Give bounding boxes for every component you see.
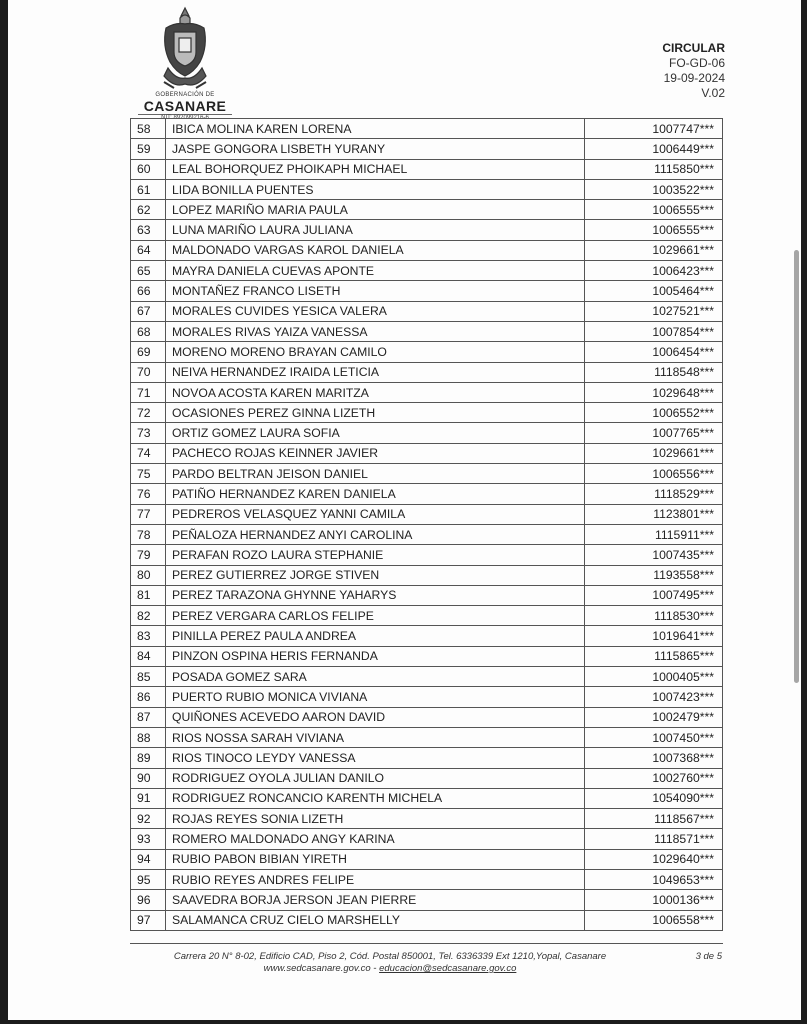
- student-list-table: [130, 118, 723, 931]
- student-name: SALAMANCA CRUZ CIELO MARSHELLY: [166, 910, 585, 930]
- student-id: 1007368***: [585, 748, 723, 768]
- table-row: [131, 139, 723, 159]
- student-id: 1049653***: [585, 869, 723, 889]
- table-row: [131, 119, 723, 139]
- student-name: PACHECO ROJAS KEINNER JAVIER: [166, 443, 585, 463]
- student-id: 1006552***: [585, 403, 723, 423]
- student-id: 1118529***: [585, 484, 723, 504]
- student-id: 1000136***: [585, 890, 723, 910]
- student-name: POSADA GOMEZ SARA: [166, 667, 585, 687]
- row-number: 86: [131, 687, 166, 707]
- footer-web-line: [130, 963, 650, 975]
- row-number: 90: [131, 768, 166, 788]
- table-row: [131, 869, 723, 889]
- student-id: 1115911***: [585, 524, 723, 544]
- student-name: ROMERO MALDONADO ANGY KARINA: [166, 829, 585, 849]
- student-name: PEREZ VERGARA CARLOS FELIPE: [166, 606, 585, 626]
- table-row: [131, 200, 723, 220]
- table-row: [131, 890, 723, 910]
- student-name: JASPE GONGORA LISBETH YURANY: [166, 139, 585, 159]
- student-name: LEAL BOHORQUEZ PHOIKAPH MICHAEL: [166, 159, 585, 179]
- student-name: RIOS TINOCO LEYDY VANESSA: [166, 748, 585, 768]
- student-id: 1007435***: [585, 545, 723, 565]
- row-number: 70: [131, 362, 166, 382]
- student-name: RODRIGUEZ OYOLA JULIAN DANILO: [166, 768, 585, 788]
- row-number: 88: [131, 727, 166, 747]
- footer-email-link[interactable]: educacion@sedcasanare.gov.co: [379, 963, 517, 974]
- row-number: 82: [131, 606, 166, 626]
- row-number: 92: [131, 809, 166, 829]
- row-number: 80: [131, 565, 166, 585]
- student-name: MONTAÑEZ FRANCO LISETH: [166, 281, 585, 301]
- row-number: 73: [131, 423, 166, 443]
- student-name: PARDO BELTRAN JEISON DANIEL: [166, 464, 585, 484]
- table-row: [131, 768, 723, 788]
- doc-date: 19-09-2024: [663, 71, 725, 85]
- table-row: [131, 585, 723, 605]
- student-id: 1006558***: [585, 910, 723, 930]
- table-row: [131, 910, 723, 930]
- vertical-scrollbar[interactable]: [794, 250, 799, 683]
- table-row: [131, 748, 723, 768]
- logo-line-2: CASANARE: [143, 98, 227, 114]
- student-id: 1029640***: [585, 849, 723, 869]
- student-name: PEREZ GUTIERREZ JORGE STIVEN: [166, 565, 585, 585]
- row-number: 85: [131, 667, 166, 687]
- table-row: [131, 484, 723, 504]
- table-row: [131, 565, 723, 585]
- table-row: [131, 707, 723, 727]
- student-name: PUERTO RUBIO MONICA VIVIANA: [166, 687, 585, 707]
- row-number: 64: [131, 240, 166, 260]
- table-row: [131, 403, 723, 423]
- page-number: 3 de 5: [695, 951, 722, 962]
- footer-website[interactable]: www.sedcasanare.gov.co -: [263, 963, 377, 974]
- student-id: 1115865***: [585, 646, 723, 666]
- student-name: NOVOA ACOSTA KAREN MARITZA: [166, 382, 585, 402]
- table-row: [131, 321, 723, 341]
- student-id: 1027521***: [585, 301, 723, 321]
- student-id: 1002760***: [585, 768, 723, 788]
- table-row: [131, 261, 723, 281]
- row-number: 69: [131, 342, 166, 362]
- table-row: [131, 545, 723, 565]
- student-id: 1054090***: [585, 788, 723, 808]
- table-row: [131, 281, 723, 301]
- row-number: 68: [131, 321, 166, 341]
- row-number: 89: [131, 748, 166, 768]
- casanare-logo: [138, 6, 232, 121]
- row-number: 65: [131, 261, 166, 281]
- table-row: [131, 504, 723, 524]
- table-row: [131, 606, 723, 626]
- table-row: [131, 301, 723, 321]
- row-number: 83: [131, 626, 166, 646]
- table-row: [131, 809, 723, 829]
- row-number: 76: [131, 484, 166, 504]
- student-name: LOPEZ MARIÑO MARIA PAULA: [166, 200, 585, 220]
- student-id: 1006555***: [585, 200, 723, 220]
- table-row: [131, 829, 723, 849]
- student-id: 1115850***: [585, 159, 723, 179]
- student-name: MALDONADO VARGAS KAROL DANIELA: [166, 240, 585, 260]
- row-number: 74: [131, 443, 166, 463]
- student-id: 1118571***: [585, 829, 723, 849]
- student-id: 1118548***: [585, 362, 723, 382]
- student-name: MORENO MORENO BRAYAN CAMILO: [166, 342, 585, 362]
- row-number: 84: [131, 646, 166, 666]
- student-id: 1005464***: [585, 281, 723, 301]
- student-name: PEDREROS VELASQUEZ YANNI CAMILA: [166, 504, 585, 524]
- student-id: 1006449***: [585, 139, 723, 159]
- student-name: IBICA MOLINA KAREN LORENA: [166, 119, 585, 139]
- row-number: 58: [131, 119, 166, 139]
- table-row: [131, 179, 723, 199]
- student-id: 1007765***: [585, 423, 723, 443]
- table-row: [131, 646, 723, 666]
- student-name: LIDA BONILLA PUENTES: [166, 179, 585, 199]
- student-name: RIOS NOSSA SARAH VIVIANA: [166, 727, 585, 747]
- student-name: PEÑALOZA HERNANDEZ ANYI CAROLINA: [166, 524, 585, 544]
- table-row: [131, 524, 723, 544]
- student-name: SAAVEDRA BORJA JERSON JEAN PIERRE: [166, 890, 585, 910]
- student-name: RUBIO PABON BIBIAN YIRETH: [166, 849, 585, 869]
- row-number: 77: [131, 504, 166, 524]
- table-row: [131, 626, 723, 646]
- student-id: 1019641***: [585, 626, 723, 646]
- row-number: 95: [131, 869, 166, 889]
- table-row: [131, 240, 723, 260]
- table-row: [131, 667, 723, 687]
- table-row: [131, 159, 723, 179]
- table-row: [131, 464, 723, 484]
- student-id: 1000405***: [585, 667, 723, 687]
- table-row: [131, 423, 723, 443]
- student-id: 1007854***: [585, 321, 723, 341]
- coat-of-arms-icon: [158, 6, 212, 90]
- student-id: 1006423***: [585, 261, 723, 281]
- student-name: PEREZ TARAZONA GHYNNE YAHARYS: [166, 585, 585, 605]
- row-number: 78: [131, 524, 166, 544]
- student-id: 1118530***: [585, 606, 723, 626]
- student-name: OCASIONES PEREZ GINNA LIZETH: [166, 403, 585, 423]
- student-id: 1123801***: [585, 504, 723, 524]
- student-id: 1006556***: [585, 464, 723, 484]
- row-number: 72: [131, 403, 166, 423]
- doc-type: CIRCULAR: [662, 41, 725, 55]
- row-number: 71: [131, 382, 166, 402]
- student-name: MAYRA DANIELA CUEVAS APONTE: [166, 261, 585, 281]
- student-id: 1029648***: [585, 382, 723, 402]
- table-row: [131, 382, 723, 402]
- student-name: MORALES CUVIDES YESICA VALERA: [166, 301, 585, 321]
- student-name: PERAFAN ROZO LAURA STEPHANIE: [166, 545, 585, 565]
- table-row: [131, 342, 723, 362]
- row-number: 79: [131, 545, 166, 565]
- table-row: [131, 849, 723, 869]
- table-row: [131, 687, 723, 707]
- row-number: 60: [131, 159, 166, 179]
- row-number: 63: [131, 220, 166, 240]
- row-number: 91: [131, 788, 166, 808]
- doc-code: FO-GD-06: [668, 56, 725, 70]
- footer-divider: [130, 943, 723, 944]
- table-row: [131, 727, 723, 747]
- row-number: 93: [131, 829, 166, 849]
- doc-version: V.02: [701, 86, 725, 100]
- student-id: 1007747***: [585, 119, 723, 139]
- student-name: LUNA MARIÑO LAURA JULIANA: [166, 220, 585, 240]
- student-id: 1029661***: [585, 240, 723, 260]
- document-info: [662, 41, 725, 101]
- row-number: 97: [131, 910, 166, 930]
- row-number: 61: [131, 179, 166, 199]
- footer-address: Carrera 20 N° 8-02, Edificio CAD, Piso 2, Cód. Postal 850001, Tel. 6336339 Ext 1210,Yopal, Casanare: [173, 951, 607, 962]
- student-name: NEIVA HERNANDEZ IRAIDA LETICIA: [166, 362, 585, 382]
- student-name: PATIÑO HERNANDEZ KAREN DANIELA: [166, 484, 585, 504]
- student-id: 1193558***: [585, 565, 723, 585]
- student-name: RODRIGUEZ RONCANCIO KARENTH MICHELA: [166, 788, 585, 808]
- row-number: 67: [131, 301, 166, 321]
- student-name: PINZON OSPINA HERIS FERNANDA: [166, 646, 585, 666]
- student-id: 1007423***: [585, 687, 723, 707]
- student-id: 1003522***: [585, 179, 723, 199]
- student-name: PINILLA PEREZ PAULA ANDREA: [166, 626, 585, 646]
- student-id: 1007495***: [585, 585, 723, 605]
- table-row: [131, 443, 723, 463]
- row-number: 96: [131, 890, 166, 910]
- student-name: ROJAS REYES SONIA LIZETH: [166, 809, 585, 829]
- student-id: 1007450***: [585, 727, 723, 747]
- student-id: 1029661***: [585, 443, 723, 463]
- student-id: 1006555***: [585, 220, 723, 240]
- student-id: 1002479***: [585, 707, 723, 727]
- footer-address-block: [130, 951, 650, 975]
- student-id: 1006454***: [585, 342, 723, 362]
- row-number: 59: [131, 139, 166, 159]
- row-number: 94: [131, 849, 166, 869]
- logo-line-1: GOBERNACIÓN DE: [155, 92, 215, 98]
- row-number: 81: [131, 585, 166, 605]
- table-row: [131, 362, 723, 382]
- logo-nit: NIT: 892099216-6: [138, 114, 232, 121]
- row-number: 62: [131, 200, 166, 220]
- student-name: RUBIO REYES ANDRES FELIPE: [166, 869, 585, 889]
- row-number: 66: [131, 281, 166, 301]
- table-row: [131, 788, 723, 808]
- row-number: 75: [131, 464, 166, 484]
- row-number: 87: [131, 707, 166, 727]
- student-id: 1118567***: [585, 809, 723, 829]
- table-row: [131, 220, 723, 240]
- student-name: ORTIZ GOMEZ LAURA SOFIA: [166, 423, 585, 443]
- student-name: MORALES RIVAS YAIZA VANESSA: [166, 321, 585, 341]
- student-name: QUIÑONES ACEVEDO AARON DAVID: [166, 707, 585, 727]
